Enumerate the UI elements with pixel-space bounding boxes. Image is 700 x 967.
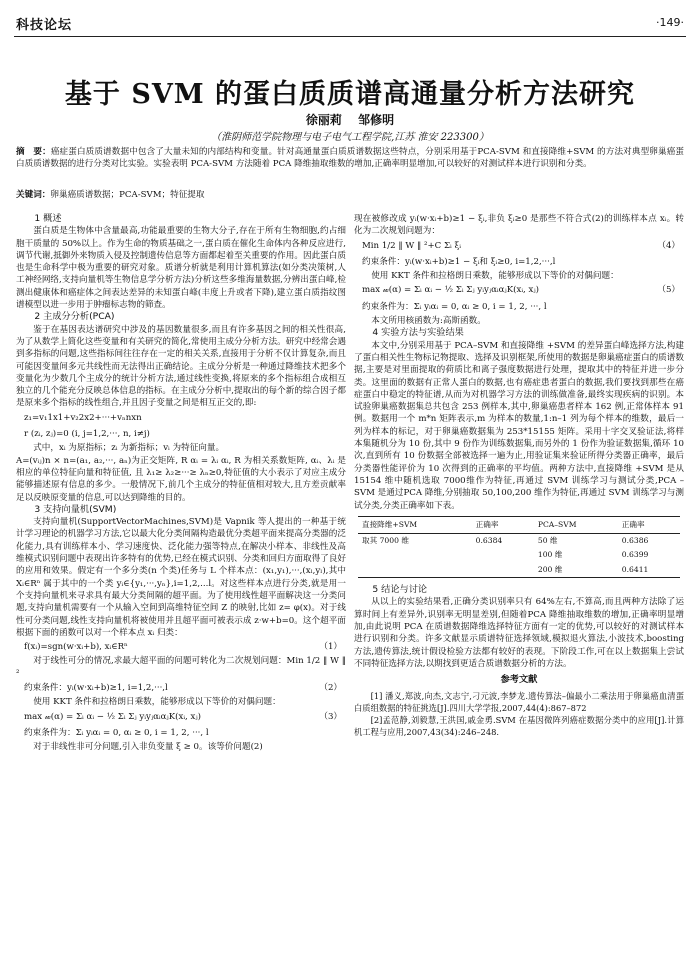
running-header xyxy=(14,14,686,37)
section-2-paragraph-2: A=(vᵢⱼ)n × n=(a₁, a₂,···, aₙ)为正交矩阵, R αᵢ = λᵢ αᵢ, R 为相关系数矩阵, αᵢ、λᵢ 是相应的单位特征向量和特征值, 且 λ₁≥ λ₂≥···≥ λₙ≥0,特征值的大小表示了对应主成分能够描述原有信息的多少。一般情况下,前几个主成分的特征值相对较大,且方差贡献率足以反映原变量的信息,可以达到降维的目的。 xyxy=(16,455,346,503)
references-title: 参考文献 xyxy=(500,674,538,686)
equation-pca-linear: z₁=v₁1x1+v₂2x2+···+vₙnxn xyxy=(24,412,142,423)
equation-1: f(xᵢ)=sgn(w·xᵢ+b), xᵢ∈Rⁿ （1） xyxy=(24,642,342,653)
section-2-paragraph: 鉴于在基因表达谱研究中涉及的基因数量很多,而且有许多基因之间的相关性很高,为了从数学上简化这些变量和有关研究的简化,常使用主成分分析方法。研究中经常会遇到多指标的问题,这些指标间往往存在一定的相关关系,直接用于分析不仅计算复杂,而且可能因变量间多元共线性而无法得出正确结论。主成分分析是一种通过降维技术把多个变量化为少数几个主成分的统计分析方法,通过线性变换,将原来的多个指标组合成相互独立的几个能充分反映总体信息的指标。在主成分分析中,提取出的每个新的综合因子都是原来多个指标的线性组合,并且因子变量之间是相互正交的,即: xyxy=(16,324,346,409)
keywords-text: 卵巢癌质谱数据；PCA-SVM；特征提取 xyxy=(50,190,205,200)
table-cell xyxy=(472,548,534,562)
section-4-title: 4 实验方法与实验结果 xyxy=(372,327,464,339)
table-cell: 200 维 xyxy=(534,563,618,578)
table-cell: 50 维 xyxy=(537,536,558,546)
equation-4: Min 1/2 ‖ W ‖ ²+C Σᵢ ξᵢ （4） xyxy=(362,240,680,251)
equation-4-constraint: 约束条件：yᵢ(w·xᵢ+b)≥1 − ξᵢ和 ξᵢ≥0, i=1,2,···,l xyxy=(362,256,556,267)
equation-2: 约束条件：yᵢ(w·xᵢ+b)≥1, i=1,2,···,l （2） xyxy=(24,682,342,693)
table-row xyxy=(358,563,680,578)
section-2-title: 2 主成分分析(PCA) xyxy=(34,311,115,323)
section-5-paragraph: 从以上的实验结果看,正确分类识别率只有 64%左右,不算高,而且两种方法除了运算时间上有差异外,识别率无明显差别,但随着PCA 降维抽取维数的增加,正确率明显增加,由此说明 PCA 在质谱数据降维选择特征方面有一定的优势,可以较好的对测试样本进行识别和分类。许多文献显示质谱特征选择领域,模拟退火算法,小波技术,boosting 方法,遗传算法,统计假设检验方法都有较好的表现。下阶段工作,可在以上数据集上尝试不同特征选择方法,以期找到更适合质谱数据分析的方法。 xyxy=(354,597,684,669)
journal-name: 科技论坛 xyxy=(16,18,73,33)
section-5-title: 5 结论与讨论 xyxy=(372,584,428,596)
section-3-paragraph-4: 对于非线性非可分问题,引入非负变量 ξ ≥ 0。该等价问题(2) xyxy=(33,742,263,753)
keywords-label: 关键词： xyxy=(16,190,51,200)
table-cell: 取其 7000 维 xyxy=(362,536,409,546)
section-1-paragraph: 蛋白质是生物体中含量最高,功能最重要的生物大分子,存在于所有生物细胞,约占细胞干质量的 50%以上。作为生命的物质基础之一,蛋白质在催化生命体内各种反应进行,调节代谢,抵御外来物质入侵及控制遗传信息等方面都起着至关重要的作用。因此蛋白质也是生命科学中极为重要的研究对象。质谱分析就是利用计算机算法(如分类决策树,人工神经网络,支持向量机等生物信息学分析方法)分析这些多维海量数据,分辨出蛋白峰,检测出健康体和癌症体之间表达差异的未知蛋白峰(丰度上升或者下降),建立蛋白质指纹图谱模型以进一步用于肿瘤标志物的筛查。 xyxy=(16,226,346,311)
right-paragraph-2: 使用 KKT 条件和拉格朗日乘数，能够形成以下等价的对偶问题： xyxy=(371,271,619,282)
equation-3-constraint: 约束条件为：Σᵢ yᵢαᵢ = 0, αᵢ ≥ 0, i = 1, 2, ···, l xyxy=(24,727,209,738)
equation-3: max 𝓌(α) = Σᵢ αᵢ − ½ Σᵢ Σⱼ yᵢyⱼαᵢαⱼK(xᵢ, xⱼ) （3） xyxy=(24,711,342,722)
equation-5-constraint: 约束条件为：Σᵢ yᵢαᵢ = 0, αᵢ ≥ 0, i = 1, 2, ···, l xyxy=(362,301,547,312)
page-number: ·149· xyxy=(656,16,684,29)
table-row xyxy=(358,548,680,562)
table-cell xyxy=(358,563,472,578)
keywords xyxy=(16,189,684,201)
table-cell: 0.6411 xyxy=(618,563,680,578)
table-header-row xyxy=(358,516,680,533)
table-cell xyxy=(472,563,534,578)
section-3-paragraph-3: 使用 KKT 条件和拉格朗日乘数，能够形成以下等价的对偶问题： xyxy=(33,697,281,708)
authors: 徐丽莉 邹修明 xyxy=(305,113,395,127)
table-row xyxy=(358,534,680,549)
section-2-definitions: 式中，xᵢ 为原指标；zᵢ 为新指标；vᵢ 为特征向量。 xyxy=(33,443,225,454)
results-table xyxy=(358,516,680,578)
section-4-paragraph: 本文中,分别采用基于 PCA–SVM 和直接降维 +SVM 的差异蛋白峰选择方法,构建了蛋白相关性生物标记物提取、选择及识别框架,所使用的数据是卵巢癌症蛋白的质谱数据,主要是对里面提取的荷质比和离子强度数据进行处理，提取其中的特征并进一步分类。这里面的数据有正常人蛋白的数据,也有癌症患者蛋白的数据,我们要找到那些在癌症蛋白中稳定的特征谱,从而为对机器学习方法的训练做准备,最终实现疾病的识别。本试验卵巢癌数据集总共包含 253 例样本,其中,卵巢癌患者样本 162 例,正常体样本 91例。数据用一个 m*n 矩阵表示,m 为样本的数量,1:n–1 列为每个样本的维数，最后一列为样本的标记，对于卵巢癌数据集为 253*15155 矩阵。采用十字交叉验证法,将样本集随机分为 10 份,其中 9 份作为训练数据集,而另外的 1 份作为验证数据集,循环 10次,直到所有 10 份数据全部被选择一遍为止,用验证集来验证所得分类器正确率，最后分类器性能评价为 10 次得到的正确率的平均值。两种方法中,直接降维 +SVM 是从 15154 维中随机选取 7000维作为特征,再通过 SVM 训练学习与测试分类,PCA –SVM 是通过PCA 降维,分别抽取 50,100,200 维作为特征,再通过 SVM 训练学习与测试分类,分类正确率如下表。 xyxy=(354,340,684,511)
abstract-text: 癌症蛋白质质谱数据中包含了大量未知的内部结构和变量。针对高通量蛋白质质谱数据这些特点，分别采用基于PCA-SVM 和直接降维+SVM 的方法对典型卵巢癌蛋白质质谱数据的进行分类对比实验。实验表明 PCA-SVM 方法随着 PCA 降维抽取维数的增加,正确率明显增加,可以较好的对测试样本进行识别和分类。 xyxy=(16,147,684,169)
table-header-cell: 正确率 xyxy=(618,516,680,533)
paper-title: 基于 SVM 的蛋白质质谱高通量分析方法研究 xyxy=(64,79,636,110)
table-cell xyxy=(358,548,472,562)
reference-2: [2]孟范静,刘毅慧,王洪国,戚金勇.SVM 在基因微阵列癌症数据分类中的应用[J].计算机工程与应用,2007,43(34):246–248. xyxy=(354,715,684,738)
table-cell: 100 维 xyxy=(537,550,563,560)
reference-1: [1] 潘义,郑波,向杰,文志宁,刁元波,李梦龙.遗传算法–偏最小二乘法用于卵巢癌血清蛋白质组数据的特征挑选[J].四川大学学报,2007,44(4):867–872 xyxy=(354,691,684,714)
abstract-label: 摘 要： xyxy=(16,147,51,157)
equation-5: max 𝓌(α) = Σᵢ αᵢ − ½ Σᵢ Σⱼ yᵢyⱼαᵢαⱼK(xᵢ, xⱼ) （5） xyxy=(362,285,680,296)
equation-pca-orthogonal: r (zᵢ, zⱼ)=0 (i, j=1,2,···, n, i≠j) xyxy=(24,429,150,440)
right-column xyxy=(354,213,684,738)
table-header-cell: 正确率 xyxy=(472,516,534,533)
section-3-paragraph-2: 对于线性可分的情况,求最大超平面的问题可转化为二次规划问题：Min 1/2 ‖ W ‖ ² xyxy=(16,656,346,679)
right-paragraph-3: 本文所用核函数为:高斯函数。 xyxy=(371,316,486,327)
table-cell: 0.6399 xyxy=(621,550,649,560)
left-column xyxy=(16,213,346,753)
right-paragraph-1: 现在被修改成 yᵢ(w·xᵢ+b)≥1 − ξᵢ,非负 ξᵢ≥0 是那些不符合式(2)的训练样本点 xᵢ。转化为二次规划问题为： xyxy=(354,214,684,237)
section-1-title: 1 概述 xyxy=(34,213,62,224)
affiliation: （淮阴师范学院物理与电子电气工程学院,江苏 淮安 223300） xyxy=(211,132,489,143)
abstract xyxy=(16,146,684,170)
section-3-paragraph: 支持向量机(SupportVectorMachines,SVM)是 Vapnik 等人提出的一种基于统计学习理论的机器学习方法,它以最大化分类间隔构造最优分类超平面来提高分类器的泛化能力,具有训练样本小、学习速度快、泛化能力强等特点,在解决小样本、非线性及高维模式识别问题中表现出许多特有的优势,已经在模式识别、分类和回归方面取得了良好的应用和效果。假定有一个多分类(n 个类)任务与 L 个样本点：(x₁,y₁),···,(xₗ,yₗ),其中 Xᵢ∈Rⁿ 属于其中的一个类 yᵢ∈{y₁,···,yₙ},i=1,2,...l。对这些样本点进行分类,就是用一个支持向量机来寻求具有最大分类间隔的超平面。为了使用线性超平面解决这一分类问题,支持向量机需要有一个从输入空间到高维特征空间 Z 的映射,比如 z= φ(x)。对于线性可分类问题,线性支持向量机将被使用并且超平面可被表示成 z·w+b=0。这个超平面根据下面的函数可以对一个样本点 xᵢ 归类： xyxy=(16,517,346,638)
table-header-cell: PCA–SVM xyxy=(534,516,618,533)
table-header-cell: 直接降维+SVM xyxy=(358,516,472,533)
table-cell: 0.6386 xyxy=(621,536,649,546)
table-cell: 0.6384 xyxy=(475,536,503,546)
section-3-title: 3 支持向量机(SVM) xyxy=(34,503,117,515)
